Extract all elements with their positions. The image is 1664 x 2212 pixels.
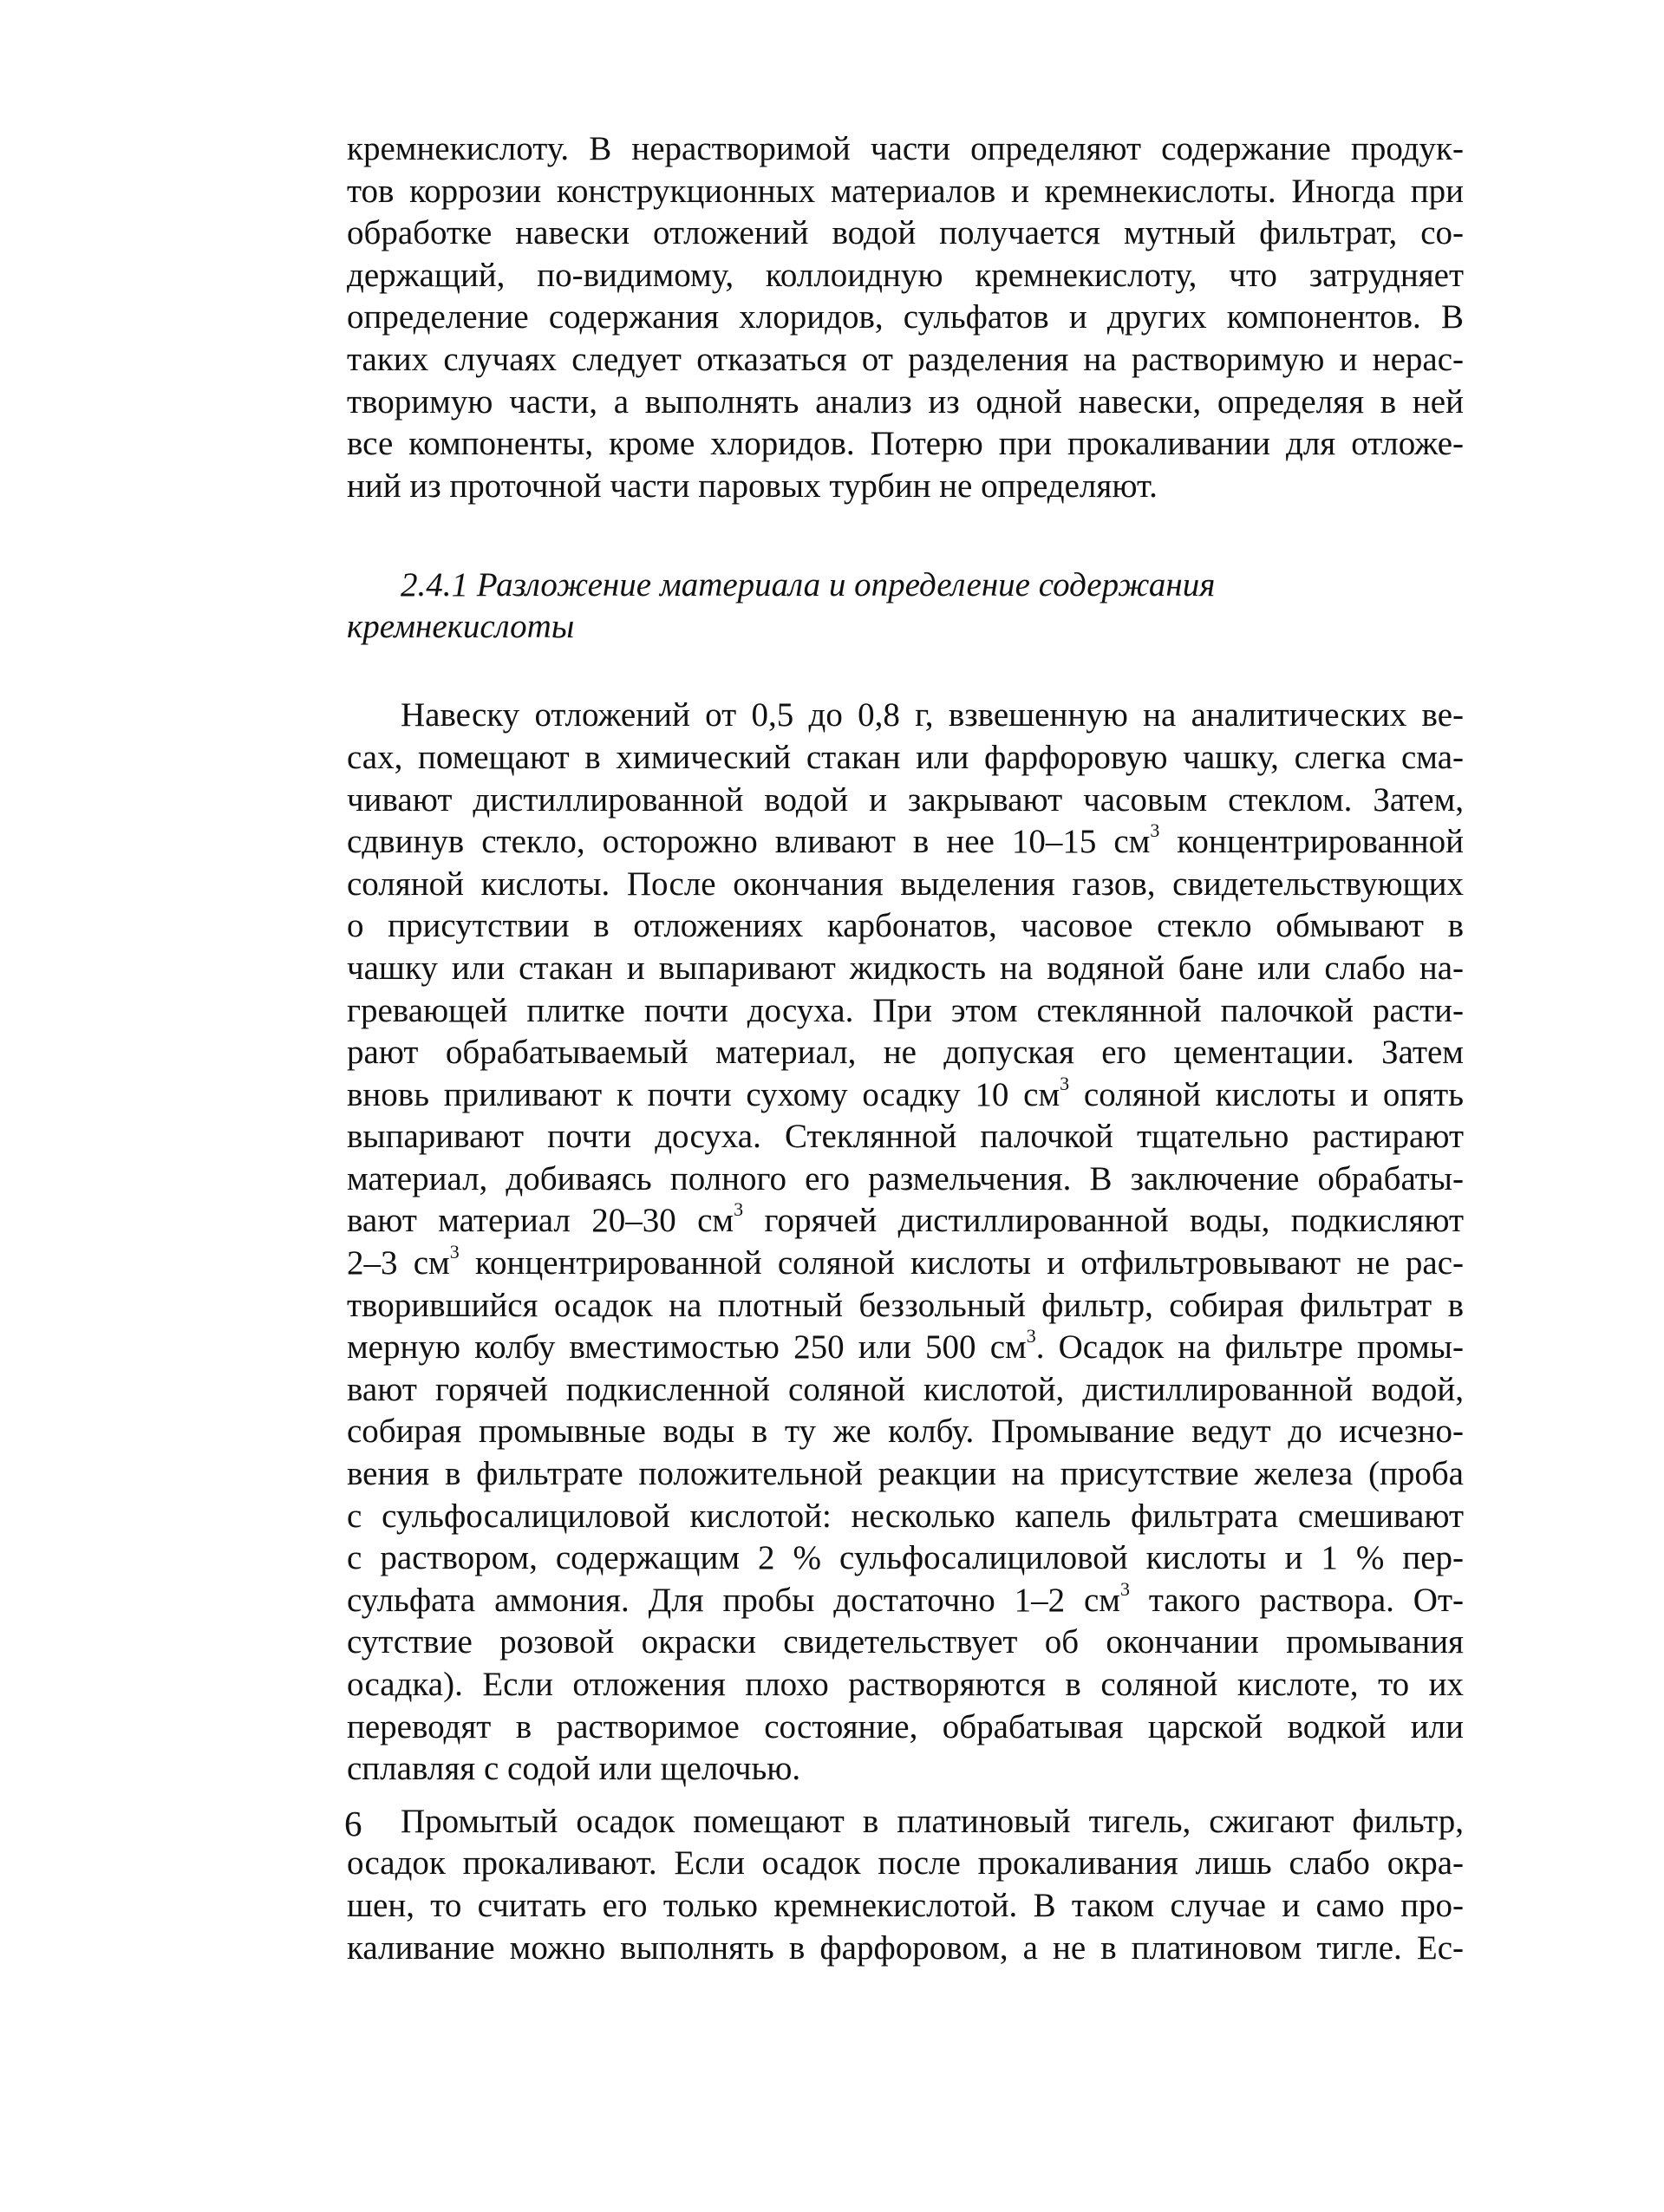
text-fragment: соляной кислоты и опять: [1069, 1075, 1464, 1113]
text-line: с раствором, содержащим 2 % сульфосалициловой кислоты и 1 % пер-: [347, 1539, 1464, 1577]
section-heading: [347, 564, 1464, 648]
text-fragment: мерную колбу вместимостью 250 или 500 см: [347, 1328, 1027, 1367]
text-line: тов коррозии конструкционных материалов и кремнекислоты. Иногда при: [347, 172, 1464, 210]
text-line: сах, помещают в химический стакан или фарфоровую чашку, слегка сма-: [347, 738, 1464, 776]
text-line: [347, 1577, 1464, 1622]
text-fragment: концентрированной соляной кислоты и отфильтровывают не рас-: [459, 1244, 1464, 1282]
paragraph-1: [347, 128, 1464, 507]
page-body: [347, 128, 1464, 1969]
paragraph-3: [347, 1801, 1464, 1969]
text-fragment: сдвинув стекло, осторожно вливают в нее 10–15 см: [347, 823, 1151, 861]
text-line: сплавляя с содой или щелочью.: [347, 1750, 801, 1788]
text-line: ний из проточной части паровых турбин не определяют.: [347, 467, 1158, 505]
text-line: переводят в растворимое состояние, обрабатывая царской водкой или: [347, 1707, 1464, 1745]
text-line: определение содержания хлоридов, сульфатов и других компонентов. В: [347, 298, 1464, 336]
text-line: обработке навески отложений водой получается мутный фильтрат, со-: [347, 214, 1464, 252]
superscript: 3: [449, 1241, 460, 1263]
text-line: собирая промывные воды в ту же колбу. Промывание ведут до исчезно-: [347, 1413, 1464, 1451]
text-fragment: такого раствора. От-: [1129, 1581, 1464, 1619]
text-line: Промытый осадок помещают в платиновый тигель, сжигают фильтр,: [401, 1802, 1464, 1840]
paragraph-2: [347, 695, 1464, 1790]
text-line: осадка). Если отложения плохо растворяются в соляной кислоте, то их: [347, 1666, 1464, 1703]
page-number: 6: [344, 1804, 362, 1843]
text-line: [347, 1327, 1464, 1369]
text-line: рают обрабатываемый материал, не допуская его цементации. Затем: [347, 1034, 1464, 1072]
text-line: [347, 821, 1464, 864]
heading-line: кремнекислоты: [347, 608, 575, 646]
text-fragment: 2–3 см: [347, 1244, 450, 1282]
text-line: каливание можно выполнять в фарфоровом, а не в платиновом тигле. Ес-: [347, 1928, 1464, 1967]
superscript: 3: [1026, 1325, 1036, 1347]
text-line: материал, добиваясь полного его размельчения. В заключение обрабаты-: [347, 1159, 1464, 1197]
spacer: [347, 648, 1464, 695]
text-line: творимую части, а выполнять анализ из одной навески, определяя в ней: [347, 382, 1464, 421]
text-line: вают горячей подкисленной соляной кислотой, дистиллированной водой,: [347, 1370, 1464, 1408]
text-fragment: . Осадок на фильтре промы-: [1035, 1328, 1464, 1367]
text-line: [347, 1074, 1464, 1117]
superscript: 3: [734, 1198, 744, 1221]
superscript: 3: [1119, 1577, 1130, 1600]
text-line: шен, то считать его только кремнекислотой. В таком случае и само про-: [347, 1886, 1464, 1924]
text-line: [347, 1200, 1464, 1243]
text-fragment: вновь приливают к почти сухому осадку 10 см: [347, 1075, 1060, 1113]
heading-line: 2.4.1 Разложение материала и определение содержания: [401, 566, 1216, 604]
text-line: гревающей плитке почти досуха. При этом стеклянной палочкой расти-: [347, 991, 1464, 1029]
superscript: 3: [1150, 819, 1160, 842]
text-line: [347, 1243, 1464, 1285]
text-line: чивают дистиллированной водой и закрывают часовым стеклом. Затем,: [347, 780, 1464, 819]
text-line: о присутствии в отложениях карбонатов, часовое стекло обмывают в: [347, 907, 1464, 945]
text-line: таких случаях следует отказаться от разделения на растворимую и нерас-: [347, 340, 1464, 378]
text-line: чашку или стакан и выпаривают жидкость на водяной бане или слабо на-: [347, 949, 1464, 987]
text-line: все компоненты, кроме хлоридов. Потерю при прокаливании для отложе-: [347, 425, 1464, 463]
text-line: осадок прокаливают. Если осадок после прокаливания лишь слабо окра-: [347, 1844, 1464, 1882]
text-line: Навеску отложений от 0,5 до 0,8 г, взвешенную на аналитических ве-: [401, 696, 1464, 734]
text-fragment: концентрированной: [1159, 823, 1464, 861]
text-line: вения в фильтрате положительной реакции на присутствие железа (проба: [347, 1455, 1464, 1493]
text-line: сутствие розовой окраски свидетельствует об окончании промывания: [347, 1623, 1464, 1661]
text-fragment: сульфата аммония. Для пробы достаточно 1–2 см: [347, 1581, 1120, 1619]
text-line: кремнекислоту. В нерастворимой части определяют содержание продук-: [347, 130, 1464, 167]
spacer: [347, 1791, 1464, 1801]
text-fragment: вают материал 20–30 см: [347, 1202, 734, 1240]
text-line: с сульфосалициловой кислотой: несколько капель фильтрата смешивают: [347, 1497, 1464, 1535]
text-fragment: горячей дистиллированной воды, подкисляют: [743, 1202, 1465, 1240]
text-line: держащий, по-видимому, коллоидную кремнекислоту, что затрудняет: [347, 256, 1464, 294]
superscript: 3: [1060, 1072, 1070, 1094]
text-line: творившийся осадок на плотный беззольный фильтр, собирая фильтрат в: [347, 1286, 1464, 1324]
text-line: соляной кислоты. После окончания выделения газов, свидетельствующих: [347, 865, 1464, 903]
text-line: выпаривают почти досуха. Стеклянной палочкой тщательно растирают: [347, 1118, 1464, 1156]
